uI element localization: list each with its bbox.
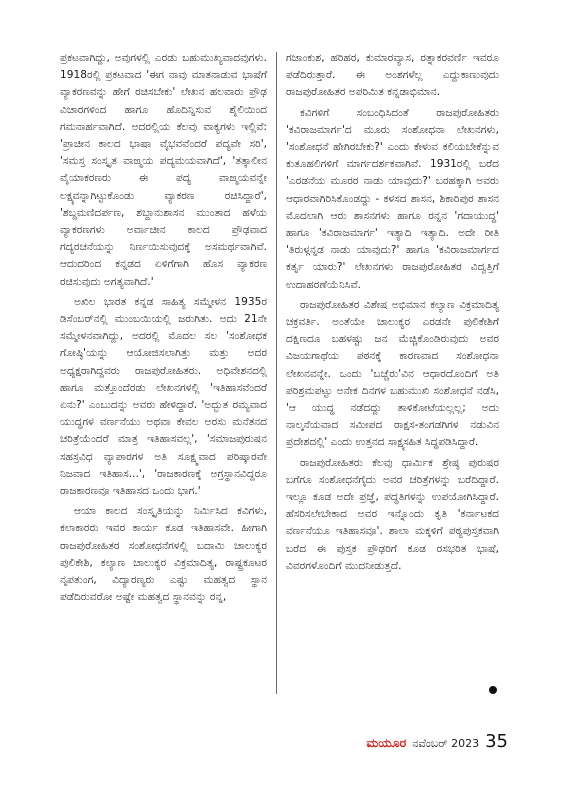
article-paragraph: ರಾಜಪುರೋಹಿತರು ಕೆಲವು ಧಾರ್ಮಿಕ ಶ್ರೇಷ್ಠ ಪುರುಷರ ಬಗೆಗೂ ಸಂಶೋಧನೆಗೈದು ಅವರ ಚರಿತ್ರೆಗಳನ್ನು ಬರೆದಿದ್ದಾರೆ. ಇಲ್ಲೂ ಕೂಡ ಅದೇ ಪ್ರಜ್ಞೆ, ಪದ್ಧತಿಗಳನ್ನು ಉಪಯೋಗಿಸಿದ್ದಾರೆ. ಹೆಸರಿಸಲೇಬೇಕಾದ ಅವರ ಇನ್ನೊಂದು ಕೃತಿ 'ಕರ್ನಾಟಕದ ವರ್ಣನೆಯೂ ಇತಿಹಾಸವೂ'. ಶಾಲಾ ಮಕ್ಕಳಿಗೆ ಪಠ್ಯಪುಸ್ತಕವಾಗಿ ಬರೆದ ಈ ಪುಸ್ತಕ ಪ್ರೌಢರಿಗೆ ಕೂಡ ರಸಭರಿತ ಭಾಷೆ, ವಿವರಗಳೊಂದಿಗೆ ಮುದನೀಡುತ್ತದೆ. bbox=[286, 456, 499, 572]
article-column-right bbox=[286, 50, 499, 575]
column-divider bbox=[276, 52, 277, 694]
article-paragraph: ಗಜಾಂಕುಶ, ಹರಿಹರ, ಕುಮಾರವ್ಯಾಸ, ರತ್ನಾಕರವರ್ಣಿ ಇವರೂ ಪಡೆದಿರುತ್ತಾರೆ. ಈ ಅಂಶಗಳೆಲ್ಲ ಎದ್ದುಕಾಣುವುದು ರಾಜಪುರೋಹಿತರ ಅಪರಿಮಿತ ಕನ್ನಡಾಭಿಮಾನ. bbox=[286, 52, 499, 99]
issue-date: ನವೆಂಬರ್ 2023 bbox=[412, 737, 480, 750]
article-paragraph: ಕವಿಗಳಿಗೆ ಸಂಬಂಧಿಸಿದಂತೆ ರಾಜಪುರೋಹಿತರು 'ಕವಿರಾಜಮಾರ್ಗ'ದ ಮೂರು ಸಂಶೋಧನಾ ಲೇಖನಗಳು, 'ಸಂಶೋಧನೆ ಹೇಗಿರಬೇಕು?' ಎಂದು ಕೇಳುವ ಕಲಿಯಬೇಕೆನ್ನುವ ಕುತೂಹಲಿಗಳಿಗೆ ಮಾರ್ಗದರ್ಶಕವಾಗಿವೆ. 1931ರಲ್ಲಿ ಬರೆದ 'ಎರಡನೆಯ ಮೂರರ ನಾಡು ಯಾವುದು?' ಬರಹಕ್ಕಾಗಿ ಅವರು ಆಧಾರವಾಗಿರಿಸಿಕೊಂಡದ್ದು - ಕಳಸದ ಶಾಸನ, ಶಿಕಾರಿಪುರ ಶಾಸನ ಮೊದಲಾಗಿ ಆರು ಶಾಸನಗಳು ಹಾಗೂ ರನ್ನನ 'ಗದಾಯುದ್ಧ' ಹಾಗೂ 'ಕವಿರಾಜಮಾರ್ಗ' ಇತ್ಯಾದಿ ಇತ್ಯಾದಿ. ಅದೇ ರೀತಿ 'ತಿರುಳ್ಗನ್ನಡ ನಾಡು ಯಾವುದು?' ಹಾಗೂ 'ಕವಿರಾಜಮಾರ್ಗದ ಕರ್ತೃ ಯಾರು?' ಲೇಖನಗಳು ರಾಜಪುರೋಹಿತರ ವಿದ್ವತ್ತಿಗೆ ಉದಾಹರಣೆಯೆನಿಸಿವೆ. bbox=[286, 106, 499, 291]
page-number: 35 bbox=[485, 731, 508, 752]
article-paragraph: ಅಖಿಲ ಭಾರತ ಕನ್ನಡ ಸಾಹಿತ್ಯ ಸಮ್ಮೇಳನ 1935ರ ಡಿಸೆಂಬರ್‌ನಲ್ಲಿ ಮುಂಬಯಿಯಲ್ಲಿ ಜರುಗಿತು. ಅದು 21ನೇ ಸಮ್ಮೇಳನವಾಗಿದ್ದು, ಅದರಲ್ಲಿ ಮೊದಲ ಸಲ 'ಸಂಶೋಧಕ ಗೋಷ್ಠಿ'ಯನ್ನು ಆಯೋಜಿಸಲಾಗಿತ್ತು ಮತ್ತು ಅದರ ಅಧ್ಯಕ್ಷರಾಗಿದ್ದವರು ರಾಜಪುರೋಹಿತರು. ಅಧಿವೇಶನದಲ್ಲಿ ಹಾಗೂ ಮತ್ತೊಂದೆರಡು ಲೇಖನಗಳಲ್ಲಿ 'ಇತಿಹಾಸವೆಂದರೆ ಏನು?' ಎಂಬುದನ್ನು ಅವರು ಹೇಳಿದ್ದಾರೆ. 'ಅದ್ಭುತ ರಮ್ಯವಾದ ಯುದ್ಧಗಳ ವರ್ಣನೆಯು ಅಥವಾ ಕೇವಲ ಅರಸು ಮನೆತನದ ಚರಿತ್ರೆಯೆಂದರೆ ಮಾತ್ರ ಇತಿಹಾಸವಲ್ಲ', 'ಸಮಾಜಪುರುಷನ ಸಹಸ್ರವಿಧ ವ್ಯಾಪಾರಗಳ ಅತಿ ಸೂಕ್ಷ್ಮವಾದ ಪರಿಷ್ಕಾರವೇ ನಿಜವಾದ ಇತಿಹಾಸ...', 'ರಾಜಕಾರಣಕ್ಕೆ ಅಗ್ರಸ್ಥಾನವಿದ್ದರೂ ರಾಜಕಾರಣವೂ ಇತಿಹಾಸದ ಒಂದು ಭಾಗ.' bbox=[60, 295, 267, 498]
page-footer bbox=[366, 731, 508, 755]
article-column-left bbox=[60, 50, 267, 607]
article-paragraph: ರಾಜಪುರೋಹಿತರ ವಿಶೇಷ ಅಭಿಮಾನ ಕಲ್ಯಾಣ ವಿಕ್ರಮಾದಿತ್ಯ ಚಕ್ರವರ್ತಿ. ಅಂತೆಯೇ ಚಾಲುಕ್ಯರ ಎರಡನೇ ಪುಲಿಕೇಶಿಗೆ ದಕ್ಷಿಣದೂ ಬಹಳಷ್ಟು ಜನ ಮೆಚ್ಚಿಕೊಂಡಿರುವುದು ಅವರ ವಿಜಯಗಾಥೆಯ ಪಠನಕ್ಕೆ ಕಾರಣವಾದ ಸಂಶೋಧನಾ ಲೇಖನವನ್ನೇ. ಒಂದು 'ಬಚ್ಚೆರು'ವಿನ ಆಧಾರದೊಂದಿಗೆ ಅತಿ ಪರಿಶ್ರಮಪಟ್ಟು ಅನೇಕ ದಿನಗಳ ಬಹುಮುಖಿ ಸಂಶೋಧನೆ ನಡೆಸಿ, 'ಆ ಯುದ್ಧ ನಡೆದದ್ದು ತಾಳಿಕೋಟೆಯಲ್ಲಲ್ಲ; ಅದು ನಾಲ್ಕನೆಯವಾದ ಸಮೀಪದ ರಾಕ್ಷಸ-ತಂಗಡಗಿಗಳ ನಡುವಿನ ಪ್ರದೇಶದಲ್ಲಿ' ಎಂದು ಉತ್ತನದ ಸಾಕ್ಷ್ಯಸಹಿತ ಸಿದ್ಧಪಡಿಸಿದ್ದಾರೆ. bbox=[286, 298, 499, 449]
article-end-mark bbox=[489, 686, 497, 694]
article-paragraph: ಆಯಾ ಕಾಲದ ಸಂಸ್ಕೃತಿಯನ್ನು ನಿರ್ಮಿಸಿದ ಕವಿಗಳು, ಕಲಾಕಾರರು ಇವರ ಕಾರ್ಯ ಕೂಡ ಇತಿಹಾಸವೇ. ಹೀಗಾಗಿ ರಾಜಪುರೋಹಿತರ ಸಂಶೋಧನೆಗಳಲ್ಲಿ ಬದಾಮಿ ಚಾಲುಕ್ಯರ ಪುಲಿಕೇಶಿ, ಕಲ್ಯಾಣ ಚಾಲುಕ್ಯರ ವಿಕ್ರಮಾದಿತ್ಯ, ರಾಷ್ಟ್ರಕೂಟರ ನೃಪತುಂಗ, ವಿದ್ಯಾರಣ್ಯರು ಎಷ್ಟು ಮಹತ್ವದ ಸ್ಥಾನ ಪಡೆದಿರುವರೋ ಅಷ್ಟೇ ಮಹತ್ವದ ಸ್ಥಾನವನ್ನು ರನ್ನ, bbox=[60, 505, 267, 604]
magazine-logo: ಮಯೂರ bbox=[366, 735, 407, 750]
article-paragraph: ಪ್ರಕಟವಾಗಿದ್ದು, ಅವುಗಳಲ್ಲಿ ಎರಡು ಬಹುಮುಖ್ಯವಾದವುಗಳು. 1918ರಲ್ಲಿ ಪ್ರಕಟವಾದ 'ಈಗ ನಾವು ಮಾತನಾಡುವ ಭಾಷೆಗೆ ವ್ಯಾಕರಣವನ್ನು ಹೇಗೆ ರಚಿಸಬೇಕು' ಲೇಖನ ಹಲವಾರು ಪ್ರೌಢ ವಿಚಾರಗಳಿಂದ ಹಾಗೂ ಹೊದಿನ್ನಿಸುವ ಶೈಲಿಯಿಂದ ಗಮನಾರ್ಹವಾಗಿದೆ. ಅದರಲ್ಲಿಯ ಕೆಲವು ವಾಕ್ಯಗಳು ಇಲ್ಲಿವೆ: 'ಪ್ರಾಚೀನ ಕಾಲದ ಭಾಷಾ ವೈಭವವೆಂದರೆ ಪದ್ಯವೇ ಸರಿ', 'ಸಮಸ್ತ ಸಂಸ್ಕೃತ ವಾಙ್ಮಯ ಪದ್ಯಮಯವಾಗಿದೆ', 'ತತ್ಕಾಲೀನ ವೈಯಾಕರಣರು ಈ ಪದ್ಯ ವಾಙ್ಮಯವನ್ನೇ ಲಕ್ಷ್ಯವನ್ನಾಗಿಟ್ಟುಕೊಂಡು ವ್ಯಾಕರಣ ರಚಿಸಿದ್ದಾರೆ', 'ಶಬ್ದಮಣಿದರ್ಪಣ, ಶಬ್ದಾನುಶಾಸನ ಮುಂತಾದ ಹಳೆಯ ವ್ಯಾಕರಣಗಳು ಅರ್ವಾಚೀನ ಕಾಲದ ಪ್ರೌಢವಾದ ಗದ್ಯರಚನೆಯನ್ನು ನಿರ್ಣಯಿಸುವುದಕ್ಕೆ ಅಸಮರ್ಥವಾಗಿವೆ. ಆದುದರಿಂದ ಕನ್ನಡದ ಏಳಿಗೆಗಾಗಿ ಹೊಸ ವ್ಯಾಕರಣ ರಚಿಸುವುದು ಅಗತ್ಯವಾಗಿದೆ.' bbox=[60, 52, 267, 288]
